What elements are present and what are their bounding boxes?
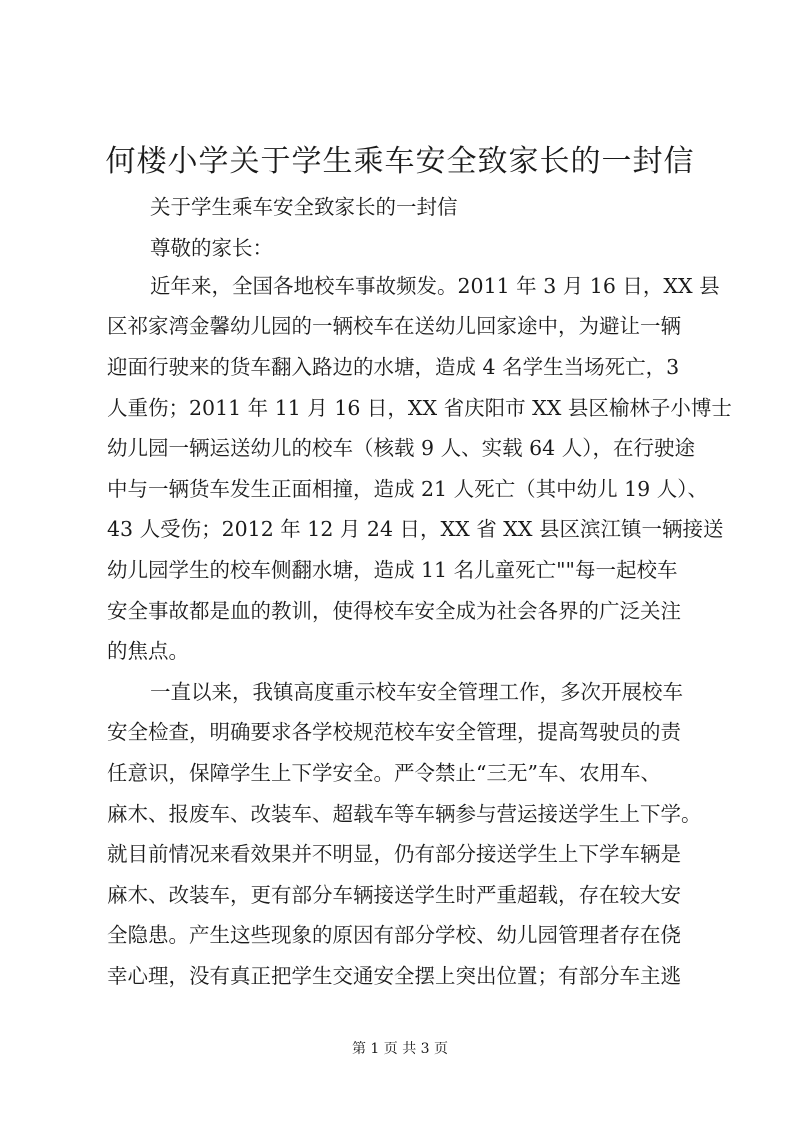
body-line: 迎面行驶来的货车翻入路边的水塘，造成 4 名学生当场死亡，3 — [107, 355, 680, 379]
body-line: 区祁家湾金馨幼儿园的一辆校车在送幼儿回家途中，为避让一辆 — [107, 314, 681, 338]
body-line: 幼儿园学生的校车侧翻水塘，造成 11 名儿童死亡""每一起校车 — [107, 558, 678, 582]
subtitle-line: 关于学生乘车安全致家长的一封信 — [150, 195, 458, 219]
body-line: 43 人受伤；2012 年 12 月 24 日，XX 省 XX 县区滨江镇一辆接送 — [107, 517, 724, 541]
body-line: 的焦点。 — [107, 639, 189, 663]
body-line: 安全检查，明确要求各学校规范校车安全管理，提高驾驶员的责 — [107, 720, 681, 744]
body-line: 近年来，全国各地校车事故频发。2011 年 3 月 16 日，XX 县 — [150, 274, 720, 298]
body-line: 任意识，保障学生上下学安全。严令禁止“三无”车、农用车、 — [107, 761, 661, 785]
page-number-footer: 第 1 页 共 3 页 — [351, 1041, 449, 1057]
body-line: 就目前情况来看效果并不明显，仍有部分接送学生上下学车辆是 — [107, 842, 681, 866]
body-line: 人重伤；2011 年 11 月 16 日，XX 省庆阳市 XX 县区榆林子小博士 — [107, 396, 732, 420]
document-title: 何楼小学关于学生乘车安全致家长的一封信 — [105, 144, 695, 179]
body-line: 幼儿园一辆运送幼儿的校车（核载 9 人、实载 64 人），在行驶途 — [107, 436, 695, 460]
body-line: 幸心理，没有真正把学生交通安全摆上突出位置；有部分车主逃 — [107, 964, 681, 988]
body-line: 麻木、报废车、改装车、超载车等车辆参与营运接送学生上下学。 — [107, 802, 702, 826]
body-line: 安全事故都是血的教训，使得校车安全成为社会各界的广泛关注 — [107, 599, 681, 623]
body-line: 中与一辆货车发生正面相撞，造成 21 人死亡（其中幼儿 19 人）、 — [107, 477, 708, 501]
body-line: 一直以来，我镇高度重示校车安全管理工作，多次开展校车 — [150, 680, 683, 704]
salutation-line: 尊敬的家长： — [150, 236, 273, 260]
body-line: 麻木、改装车，更有部分车辆接送学生时严重超载，存在较大安 — [107, 883, 681, 907]
body-line: 全隐患。产生这些现象的原因有部分学校、幼儿园管理者存在侥 — [107, 923, 681, 947]
